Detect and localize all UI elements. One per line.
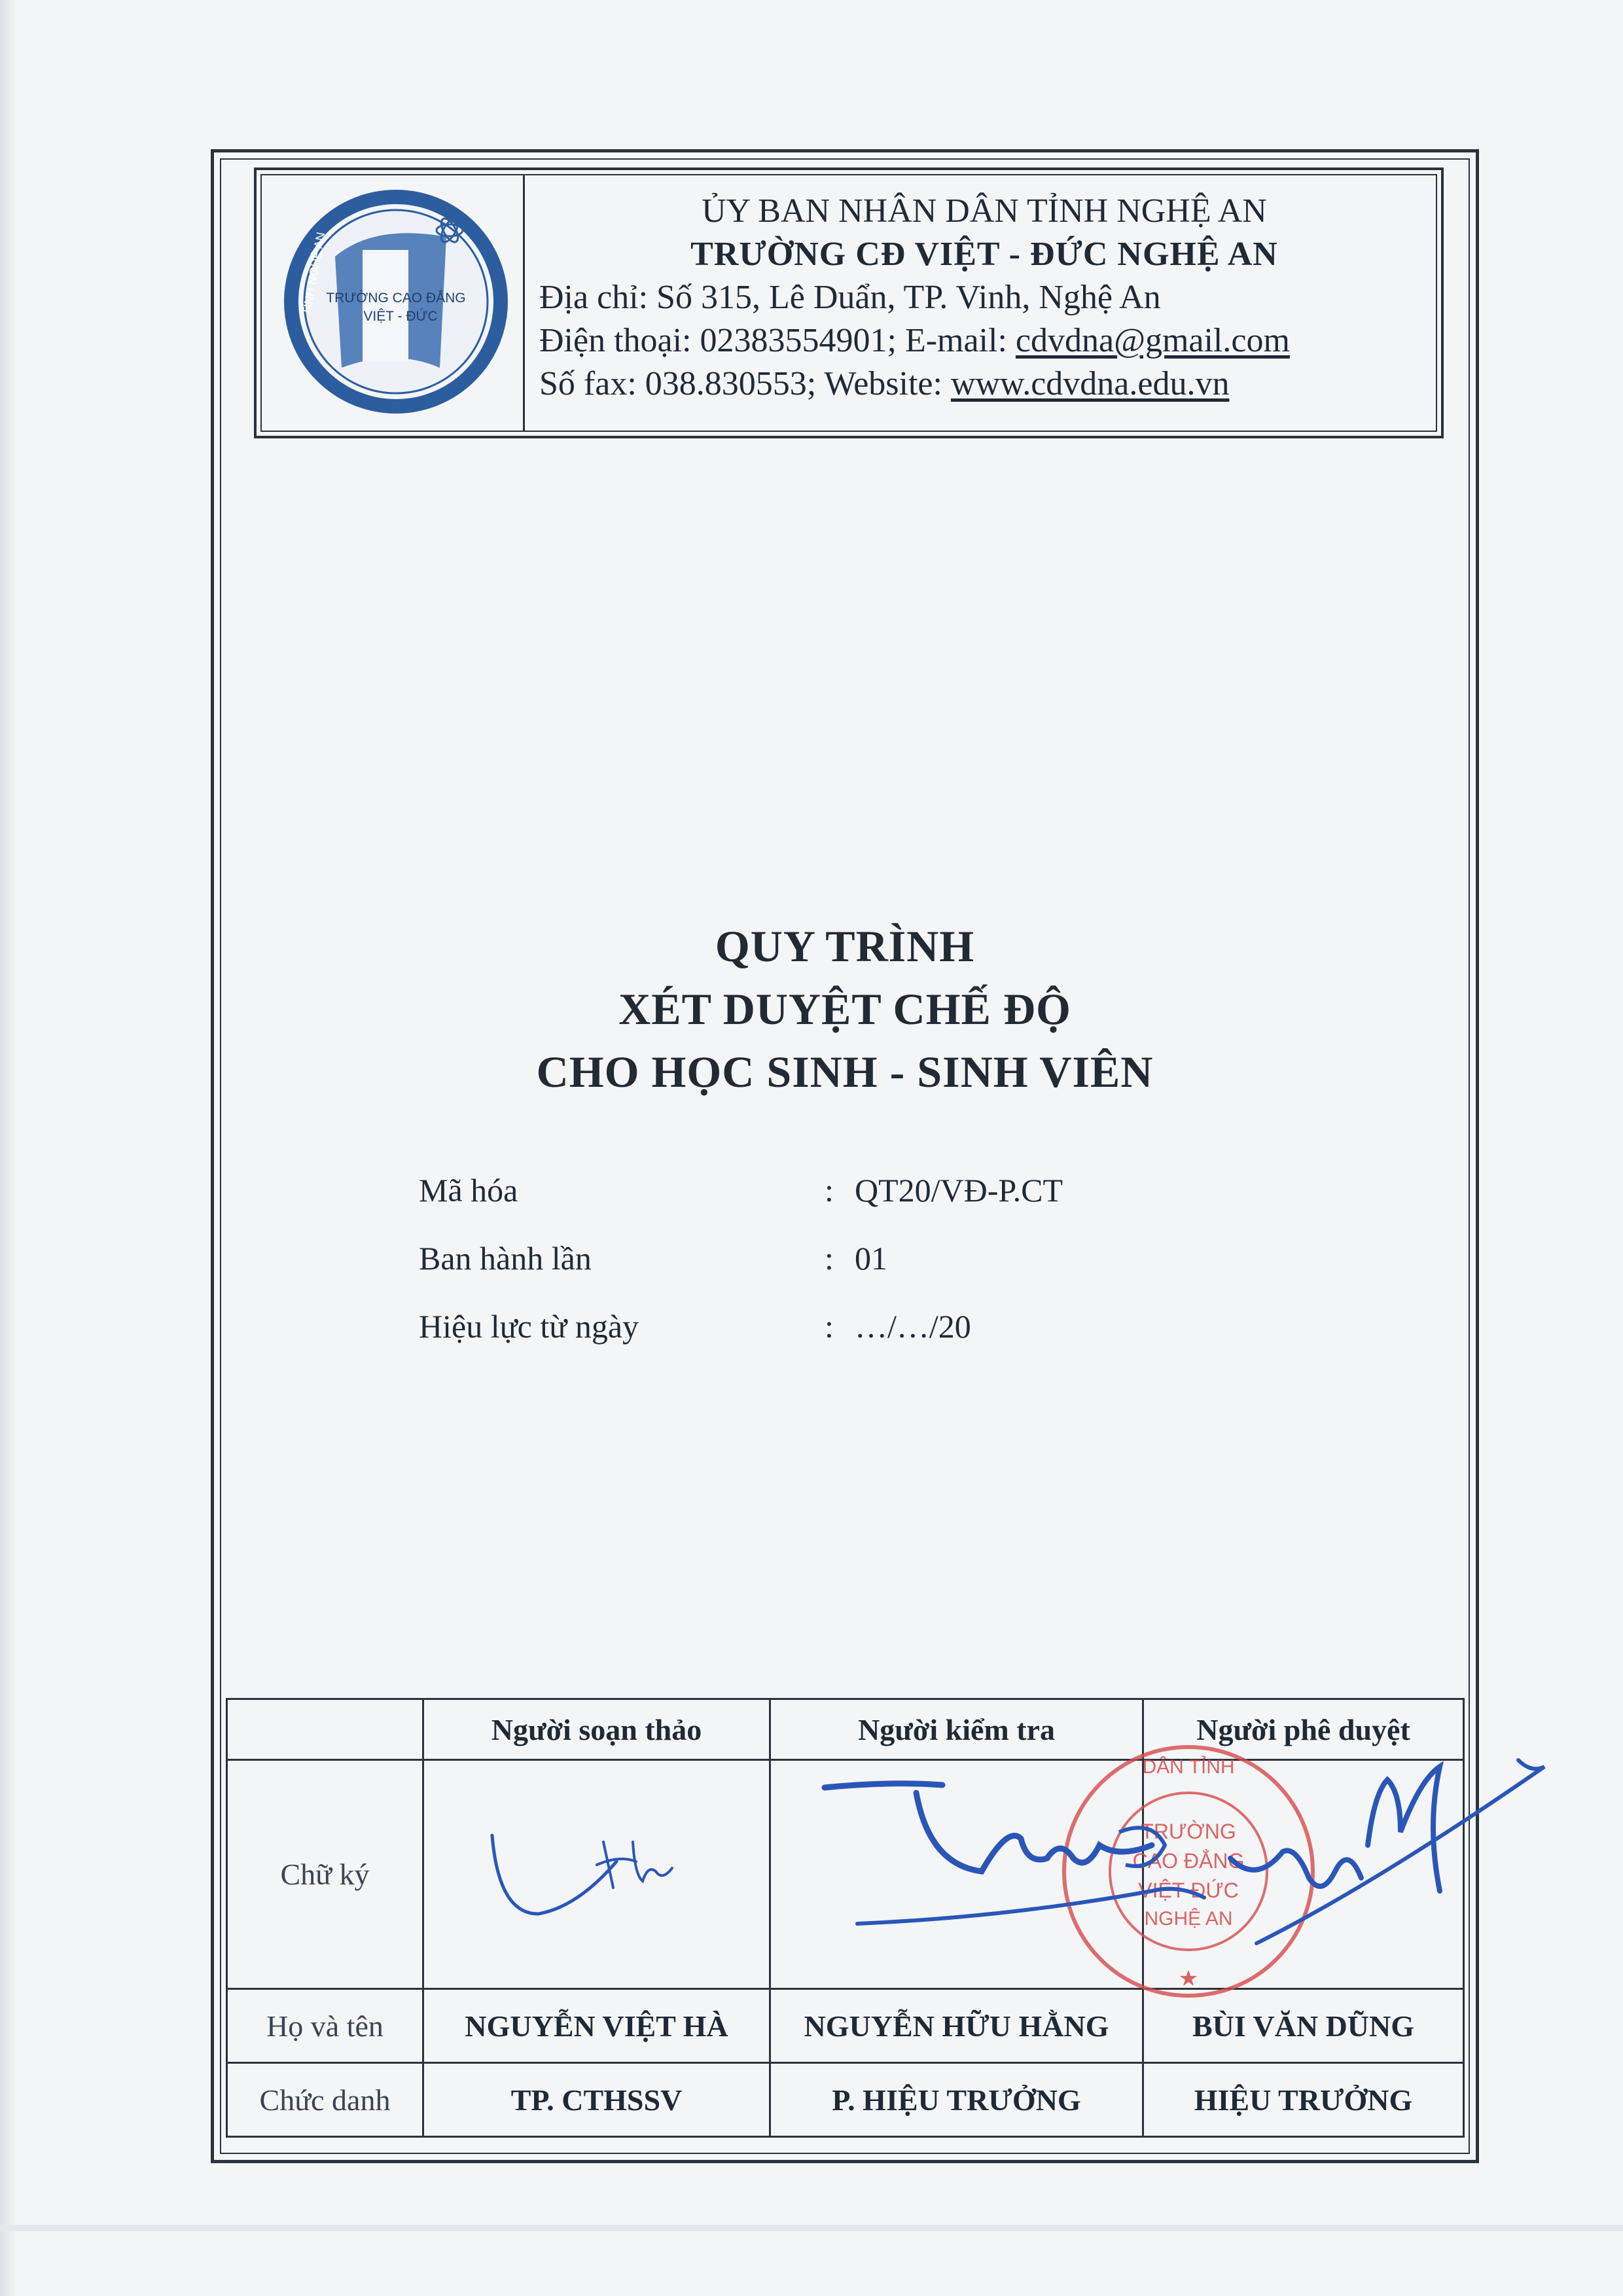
stamp-line: NGHỆ AN (1144, 1908, 1233, 1930)
stamp-line: CAO ĐẲNG (1132, 1849, 1245, 1873)
phone-line (539, 319, 1436, 362)
school-logo (276, 178, 516, 425)
stamp-line: TRƯỜNG (1141, 1820, 1236, 1843)
approver-position: HIỆU TRƯỞNG (1143, 2063, 1464, 2137)
meta-value: …/…/20 (855, 1308, 971, 1345)
meta-colon: : (825, 1240, 834, 1277)
header-drafter: Người soạn thảo (423, 1699, 770, 1760)
logo-text-1: TRƯỜNG CAO ĐẲNG (326, 291, 466, 306)
row-label-name: Họ và tên (227, 1989, 423, 2063)
title-line-1: QUY TRÌNH (715, 921, 975, 971)
website-link[interactable]: www.cdvdna.edu.vn (950, 365, 1230, 402)
header-text (539, 190, 1436, 406)
header-reviewer: Người kiểm tra (770, 1699, 1143, 1760)
table-header-empty (227, 1699, 423, 1760)
drafter-signature (479, 1803, 715, 1947)
fax-prefix: Số fax: 038.830553; Website: (539, 365, 951, 402)
stamp-line: VIỆT-ĐỨC (1138, 1879, 1239, 1902)
meta-colon: : (825, 1308, 834, 1345)
title-line-2: XÉT DUYỆT CHẾ ĐỘ (618, 984, 1071, 1034)
reviewer-approver-signatures (812, 1727, 1558, 1963)
row-label-signature: Chữ ký (227, 1760, 423, 1989)
document-title (220, 915, 1470, 1103)
drafter-position: TP. CTHSSV (423, 2063, 770, 2137)
phone-prefix: Điện thoại: 02383554901; E-mail: (539, 322, 1016, 359)
meta-colon: : (825, 1172, 834, 1209)
logo-text-2: VIỆT - ĐỨC (363, 309, 438, 324)
star-icon: ★ (1178, 1967, 1199, 1991)
meta-label: Mã hóa (419, 1172, 518, 1209)
approver-name: BÙI VĂN DŨNG (1143, 1989, 1464, 2063)
reviewer-name: NGUYỄN HỮU HẰNG (770, 1989, 1143, 2063)
org-line: ỦY BAN NHÂN DÂN TỈNH NGHỆ AN (702, 192, 1267, 230)
reviewer-position: P. HIỆU TRƯỞNG (770, 2063, 1143, 2137)
meta-value: 01 (855, 1240, 887, 1277)
meta-label: Ban hành lần (419, 1240, 592, 1277)
email-link[interactable]: cdvdna@gmail.com (1015, 322, 1290, 359)
position-row (227, 2063, 1464, 2137)
address-line: Địa chỉ: Số 315, Lê Duẩn, TP. Vinh, Nghệ An (539, 279, 1161, 316)
reviewer-signature (825, 1784, 1204, 1924)
drafter-name: NGUYỄN VIỆT HÀ (423, 1989, 770, 2063)
stamp-top-text: DÂN TỈNH (1142, 1756, 1235, 1778)
meta-label: Hiệu lực từ ngày (419, 1308, 639, 1345)
page-edge (0, 0, 16, 2296)
fax-line (539, 362, 1436, 406)
meta-value: QT20/VĐ-P.CT (855, 1172, 1063, 1209)
logo-ring-text: TỈNH NGHỆ AN (300, 231, 328, 316)
row-label-position: Chức danh (227, 2063, 423, 2137)
approver-signature (1230, 1760, 1544, 1943)
page-bottom-strip (0, 2225, 1623, 2231)
drafter-signature-cell (423, 1760, 770, 1989)
school-name: TRƯỜNG CĐ VIỆT - ĐỨC NGHỆ AN (690, 236, 1278, 273)
title-line-3: CHO HỌC SINH - SINH VIÊN (536, 1047, 1154, 1097)
logo-book (363, 250, 408, 361)
header-approver: Người phê duyệt (1143, 1699, 1464, 1760)
